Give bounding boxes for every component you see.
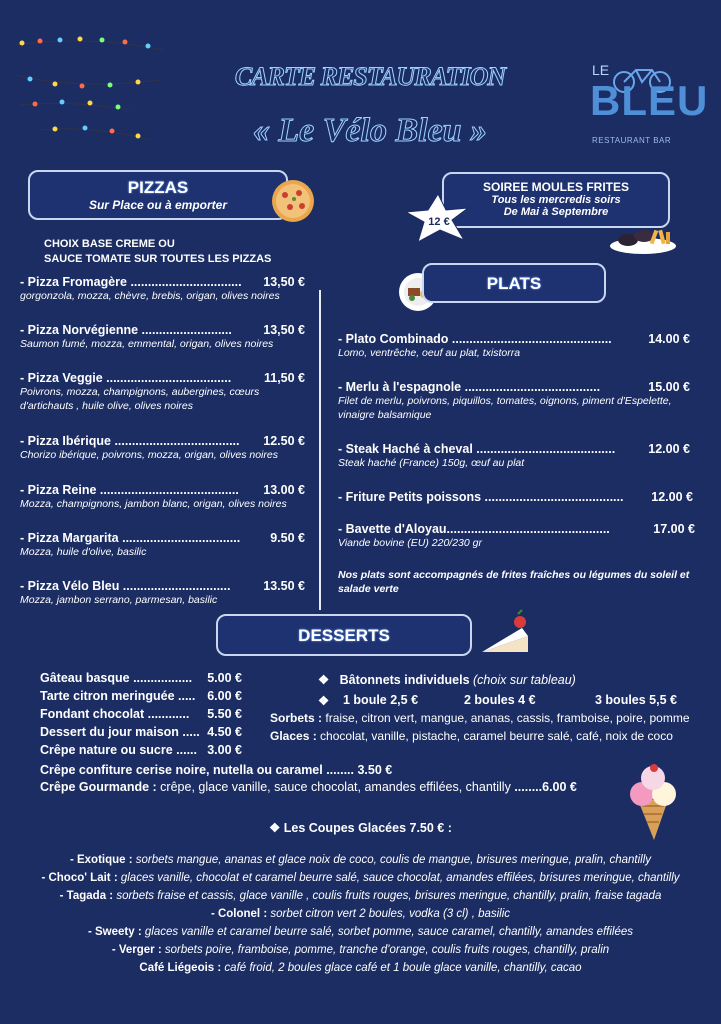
- dessert-item: [40, 689, 242, 703]
- coupe-item: [0, 926, 721, 938]
- item-desc: Mozza, huile d'olive, basilic: [20, 546, 147, 558]
- item-desc: Lomo, ventrêche, oeuf au plat, txistorra: [338, 347, 521, 359]
- crepe-gourmande: [40, 780, 577, 794]
- moules-line1: Tous les mercredis soirs: [491, 194, 621, 206]
- coupe-name: - Choco' Lait :: [41, 872, 118, 884]
- item-name: - Pizza Margarita ..................................: [20, 531, 241, 545]
- item-price: 13,50 €: [263, 275, 305, 289]
- column-divider: [319, 290, 321, 610]
- item-name: Tarte citron meringuée .....: [40, 689, 196, 703]
- item-price: 6.00 €: [207, 689, 242, 703]
- coupe-name: - Sweety :: [87, 926, 142, 938]
- item-desc: Viande bovine (EU) 220/230 gr: [338, 537, 482, 549]
- item-price: 3.00 €: [207, 743, 242, 757]
- plat-item: [338, 332, 690, 360]
- logo-bleu: BLEU: [590, 77, 709, 124]
- item-name: - Pizza Vélo Bleu ...............................: [20, 579, 231, 593]
- item-name: - Plato Combinado ..............................................: [338, 332, 612, 346]
- item-price: 12.50 €: [263, 434, 305, 448]
- coupe-name: - Exotique :: [69, 854, 133, 866]
- item-price: 9.50 €: [270, 531, 305, 545]
- item-price: 11,50 €: [263, 371, 305, 385]
- desserts-heading: DESSERTS: [298, 626, 390, 645]
- item-name: - Pizza Reine ........................................: [20, 483, 239, 497]
- pizzas-header-box: [28, 170, 288, 220]
- string-lights-decoration: [10, 30, 180, 150]
- pizza-icon: [268, 178, 318, 224]
- batonnets-line: [318, 672, 576, 687]
- menu-title: CARTE RESTAURATION: [234, 62, 506, 91]
- item-price: 17.00 €: [653, 522, 695, 536]
- plat-item: [338, 522, 695, 550]
- item-name: - Pizza Fromagère ................................: [20, 275, 242, 289]
- coupe-name: Café Liégeois :: [139, 962, 222, 974]
- choix-base-line1: CHOIX BASE CREME OU: [44, 238, 175, 250]
- coupe-name: - Colonel :: [210, 908, 268, 920]
- item-price: 14.00 €: [648, 332, 690, 346]
- restaurant-name: « Le Vélo Bleu »: [252, 112, 488, 149]
- item-name: Gâteau basque .................: [40, 671, 193, 685]
- pizza-item: [20, 371, 305, 413]
- cake-slice-icon: [478, 608, 532, 658]
- logo-le: LE: [592, 62, 610, 78]
- coupe-desc: glaces vanille et caramel beurre salé, sorbet pomme, sauce caramel, chantilly, amandes effilées: [144, 926, 634, 938]
- item-desc: Steak haché (France) 150g, œuf au plat: [338, 457, 525, 469]
- logo-subtitle: RESTAURANT BAR: [592, 136, 672, 145]
- batonnets-label: Bâtonnets individuels: [339, 673, 470, 687]
- desserts-header-box: [216, 614, 472, 656]
- coupe-item: [0, 908, 721, 920]
- sorbets-list: fraise, citron vert, mangue, ananas, cassis, framboise, poire, pomme: [325, 711, 690, 725]
- item-desc: Saumon fumé, mozza, emmental, origan, olives noires: [20, 338, 274, 350]
- item-name: - Pizza Norvégienne ..........................: [20, 323, 232, 337]
- mussels-icon: [608, 222, 678, 256]
- item-price: 12.00 €: [648, 442, 690, 456]
- coupes-heading: ❖ Les Coupes Glacées 7.50 € :: [269, 821, 452, 835]
- sorbets-line: [270, 711, 690, 725]
- item-name: - Pizza Ibérique ....................................: [20, 434, 240, 448]
- choix-base-line2: SAUCE TOMATE SUR TOUTES LES PIZZAS: [44, 253, 272, 265]
- pizza-item: [20, 275, 305, 303]
- coupe-desc: sorbets fraise et cassis, glace vanille , coulis fruits rouges, brisures meringue, chantilly, pralin, fraise tagada: [116, 890, 662, 902]
- plat-item: [338, 490, 693, 504]
- dessert-item: [40, 707, 242, 721]
- crepe-confiture: Crêpe confiture cerise noire, nutella ou caramel ........ 3.50 €: [40, 763, 393, 777]
- pizzas-heading: PIZZAS: [127, 178, 189, 197]
- item-name: - Pizza Veggie ....................................: [20, 371, 232, 385]
- item-price: 12.00 €: [651, 490, 693, 504]
- plats-header-box: [422, 263, 606, 303]
- coupe-desc: glaces vanille, chocolat et caramel beurre salé, sauce chocolat, amandes effilées, brisures meringue, chantilly: [120, 872, 680, 884]
- batonnets-note: (choix sur tableau): [473, 673, 576, 687]
- boule-price-2: 2 boules 4 €: [464, 693, 536, 707]
- plats-heading: PLATS: [486, 274, 542, 293]
- moules-box: [442, 172, 670, 228]
- coupe-desc: sorbet citron vert 2 boules, vodka (3 cl) , basilic: [270, 908, 511, 920]
- plat-item: [338, 442, 690, 470]
- moules-line2: De Mai à Septembre: [503, 206, 609, 218]
- coupe-desc: café froid, 2 boules glace café et 1 boule glace vanille, chantilly, cacao: [224, 962, 582, 974]
- crepe-gourmande-price: ........6.00 €: [514, 780, 577, 794]
- item-desc: Filet de merlu, poivrons, piquillos, tomates, oignons, piment d'Espelette, vinaigre balsamique: [338, 395, 672, 421]
- pizzas-subheading: Sur Place ou à emporter: [88, 198, 228, 212]
- item-desc: Mozza, champignons, jambon blanc, origan, olives noires: [20, 498, 287, 510]
- diamond-bullet-icon: ❖: [318, 673, 330, 687]
- item-desc: Chorizo ibérique, poivrons, mozza, origan, olives noires: [20, 449, 278, 461]
- dessert-item: [40, 725, 242, 739]
- dessert-item: [40, 743, 242, 757]
- plats-note: Nos plats sont accompagnés de frites fraîches ou légumes du soleil et salade verte: [338, 569, 690, 595]
- crepe-gourmande-desc: crêpe, glace vanille, sauce chocolat, amandes effilées, chantilly: [160, 780, 511, 794]
- item-desc: Mozza, jambon serrano, parmesan, basilic: [20, 594, 218, 606]
- sorbets-label: Sorbets :: [270, 711, 323, 725]
- item-price: 15.00 €: [648, 380, 690, 394]
- coupe-item: [0, 854, 721, 866]
- pizza-item: [20, 483, 305, 511]
- coupe-item: [0, 962, 721, 974]
- coupe-desc: sorbets mangue, ananas et glace noix de coco, coulis de mangue, brisures meringue, pralin, chantilly: [135, 854, 652, 866]
- dessert-item: [40, 671, 242, 685]
- item-name: Dessert du jour maison .....: [40, 725, 200, 739]
- item-desc: Poivrons, mozza, champignons, aubergines, cœurs d'artichauts , huile olive, olives noires: [20, 386, 260, 412]
- coupe-name: - Tagada :: [59, 890, 114, 902]
- item-name: - Friture Petits poissons ........................................: [338, 490, 624, 504]
- moules-price: 12 €: [428, 216, 450, 228]
- coupe-item: [0, 890, 721, 902]
- item-price: 5.00 €: [207, 671, 242, 685]
- item-name: Fondant chocolat ............: [40, 707, 190, 721]
- item-price: 13.50 €: [263, 579, 305, 593]
- item-price: 4.50 €: [207, 725, 242, 739]
- crepe-gourmande-label: Crêpe Gourmande :: [40, 780, 157, 794]
- pizza-item: [20, 434, 305, 462]
- item-name: - Steak Haché à cheval ........................................: [338, 442, 616, 456]
- pizza-item: [20, 531, 305, 559]
- coupe-item: [0, 872, 721, 884]
- moules-heading: SOIREE MOULES FRITES: [482, 180, 629, 194]
- item-name: - Bavette d'Aloyau...............................................: [338, 522, 610, 536]
- pizza-item: [20, 323, 305, 351]
- coupe-desc: sorbets poire, framboise, pomme, tranche d'orange, coulis fruits rouges, chantilly, pralin: [164, 944, 610, 956]
- item-desc: gorgonzola, mozza, chèvre, brebis, origan, olives noires: [20, 290, 280, 302]
- item-price: 13.00 €: [263, 483, 305, 497]
- item-price: 5.50 €: [207, 707, 242, 721]
- glaces-line: [270, 729, 673, 743]
- coupe-item: [0, 944, 721, 956]
- boule-price-3: 3 boules 5,5 €: [595, 693, 677, 707]
- item-name: - Merlu à l'espagnole .......................................: [338, 380, 601, 394]
- plat-item: [338, 380, 690, 422]
- glaces-label: Glaces :: [270, 729, 317, 743]
- boule-price-1: 1 boule 2,5 €: [343, 693, 419, 707]
- glaces-list: chocolat, vanille, pistache, caramel beurre salé, café, noix de coco: [320, 729, 673, 743]
- pizza-item: [20, 579, 305, 607]
- coupe-name: - Verger :: [111, 944, 162, 956]
- item-name: Crêpe nature ou sucre ......: [40, 743, 197, 757]
- diamond-bullet-icon: ❖: [318, 694, 330, 708]
- item-price: 13,50 €: [263, 323, 305, 337]
